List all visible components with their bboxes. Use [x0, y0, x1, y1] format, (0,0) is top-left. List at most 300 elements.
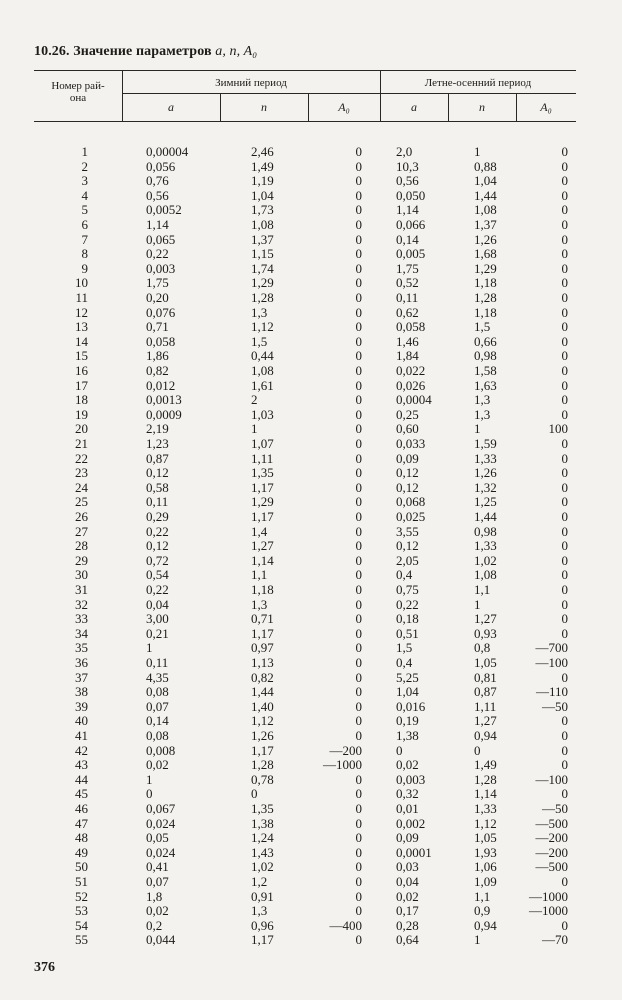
summer-a0-cell: 0: [561, 144, 568, 159]
summer-n-cell: 1,26: [474, 231, 497, 247]
summer-n-cell: 1,29: [474, 260, 497, 276]
summer-a-cell: 0,005: [396, 246, 426, 262]
table-row: [0, 932, 622, 947]
region-number-cell: 15: [75, 348, 88, 364]
winter-n-cell: 1,07: [251, 436, 274, 451]
table-row: [0, 816, 622, 831]
table-row: [0, 859, 622, 874]
winter-n-cell: 1,27: [251, 538, 274, 554]
winter-n-cell: 2: [251, 392, 258, 408]
winter-n-cell: 1,28: [251, 290, 274, 305]
winter-a0-cell: 0: [355, 509, 362, 524]
table-row: [0, 348, 622, 363]
winter-a0-cell: 0: [355, 669, 362, 685]
summer-n-cell: 1,5: [474, 319, 491, 335]
region-number-cell: 37: [75, 669, 88, 685]
winter-a0-cell: 0: [355, 187, 362, 203]
table-row: [0, 655, 622, 670]
winter-a0-cell: 0: [355, 348, 362, 364]
region-number-cell: 17: [75, 377, 88, 393]
summer-n-cell: 0,9: [474, 903, 491, 919]
winter-a-cell: 0,058: [146, 333, 176, 349]
winter-a0-cell: 0: [355, 275, 362, 291]
table-row: [0, 786, 622, 801]
winter-a0-cell: 0: [355, 859, 362, 875]
table-row: [0, 874, 622, 889]
summer-n-cell: 0,98: [474, 348, 497, 364]
region-number-cell: 26: [75, 509, 88, 524]
winter-n-cell: 1,3: [251, 304, 268, 320]
winter-a0-cell: 0: [355, 436, 362, 451]
summer-n-cell: 0,8: [474, 640, 491, 656]
winter-a-cell: 0,012: [146, 377, 176, 393]
winter-a0-cell: 0: [355, 333, 362, 349]
header-winter-n: n: [261, 100, 267, 114]
summer-a-cell: 0,51: [396, 625, 419, 641]
summer-a-cell: 0,003: [396, 771, 426, 787]
summer-a0-cell: 0: [561, 187, 568, 203]
winter-a-cell: 0,22: [146, 246, 169, 262]
winter-a0-cell: 0: [355, 377, 362, 393]
summer-a0-cell: —70: [542, 932, 568, 948]
summer-a-cell: 1,14: [396, 202, 419, 218]
region-number-cell: 16: [75, 363, 88, 378]
winter-a0-cell: 0: [355, 640, 362, 656]
table-row: [0, 830, 622, 845]
winter-n-cell: 1,35: [251, 465, 274, 481]
winter-n-cell: 2,46: [251, 144, 274, 159]
summer-n-cell: 0,81: [474, 669, 497, 685]
winter-n-cell: 1,2: [251, 874, 268, 889]
summer-a0-cell: —100: [535, 771, 568, 787]
region-number-cell: 54: [75, 917, 88, 933]
winter-n-cell: 1,38: [251, 815, 274, 831]
summer-a0-cell: 0: [561, 917, 568, 933]
winter-a0-cell: 0: [355, 713, 362, 729]
winter-a0-cell: 0: [355, 304, 362, 320]
summer-a0-cell: 0: [561, 436, 568, 451]
region-number-cell: 50: [75, 859, 88, 875]
winter-a0-cell: —1000: [323, 757, 362, 773]
summer-a-cell: 0,022: [396, 363, 426, 378]
summer-a0-cell: —700: [535, 640, 568, 656]
summer-n-cell: 1,37: [474, 217, 497, 232]
winter-a-cell: 0,0052: [146, 202, 182, 218]
winter-a-cell: 0,067: [146, 801, 176, 816]
region-number-cell: 29: [75, 552, 88, 568]
winter-n-cell: 1,02: [251, 859, 274, 875]
summer-a-cell: 1,5: [396, 640, 413, 656]
region-number-cell: 8: [81, 246, 88, 262]
winter-a0-cell: 0: [355, 611, 362, 627]
winter-n-cell: 1,4: [251, 523, 268, 539]
winter-n-cell: 1,24: [251, 830, 274, 846]
region-number-cell: 44: [75, 771, 88, 787]
winter-n-cell: 0,97: [251, 640, 274, 656]
summer-a0-cell: 100: [548, 421, 568, 437]
summer-a0-cell: 0: [561, 246, 568, 262]
winter-a-cell: 0,07: [146, 698, 169, 714]
summer-a-cell: 0,28: [396, 917, 419, 933]
summer-n-cell: 1: [474, 932, 481, 948]
winter-a0-cell: 0: [355, 698, 362, 714]
table-row: [0, 699, 622, 714]
region-number-cell: 21: [75, 436, 88, 451]
winter-n-cell: 1,12: [251, 319, 274, 335]
region-number-cell: 55: [75, 932, 88, 948]
winter-a0-cell: 0: [355, 319, 362, 335]
winter-a-cell: 0,14: [146, 713, 169, 729]
winter-a0-cell: 0: [355, 290, 362, 305]
region-number-cell: 5: [81, 202, 88, 218]
winter-n-cell: 1,03: [251, 406, 274, 422]
table-row: [0, 246, 622, 261]
region-number-cell: 35: [75, 640, 88, 656]
winter-n-cell: 1,73: [251, 202, 274, 218]
table-row: [0, 290, 622, 305]
summer-a0-cell: 0: [561, 552, 568, 568]
table-row: [0, 670, 622, 685]
winter-a0-cell: 0: [355, 406, 362, 422]
summer-n-cell: 1,32: [474, 479, 497, 495]
table-row: [0, 728, 622, 743]
summer-a-cell: 0,52: [396, 275, 419, 291]
summer-a0-cell: 0: [561, 363, 568, 378]
summer-n-cell: 1,3: [474, 392, 491, 408]
winter-a-cell: 1: [146, 640, 153, 656]
region-number-cell: 4: [81, 187, 88, 203]
summer-a0-cell: 0: [561, 757, 568, 773]
winter-a0-cell: 0: [355, 144, 362, 159]
winter-n-cell: 1,5: [251, 333, 268, 349]
winter-a-cell: 0,0009: [146, 406, 182, 422]
region-number-cell: 33: [75, 611, 88, 627]
summer-a-cell: 0,09: [396, 450, 419, 466]
winter-a-cell: 0,008: [146, 742, 176, 758]
summer-a0-cell: 0: [561, 465, 568, 481]
summer-n-cell: 1,1: [474, 888, 491, 904]
summer-a0-cell: —1000: [529, 903, 568, 919]
header-summer-a0: A₀: [540, 100, 552, 114]
winter-a-cell: 0,065: [146, 231, 176, 247]
summer-a-cell: 0,12: [396, 538, 419, 554]
header-winter: Зимний период: [215, 77, 287, 89]
winter-a-cell: 1,23: [146, 436, 169, 451]
summer-a-cell: 0,02: [396, 757, 419, 773]
winter-a-cell: 0,044: [146, 932, 176, 948]
table-row: [0, 363, 622, 378]
table-row: [0, 903, 622, 918]
summer-a-cell: 0,25: [396, 406, 419, 422]
summer-a0-cell: 0: [561, 392, 568, 408]
summer-n-cell: 1,12: [474, 815, 497, 831]
winter-a0-cell: 0: [355, 217, 362, 232]
winter-a0-cell: 0: [355, 582, 362, 597]
table-row: [0, 232, 622, 247]
winter-a-cell: 0,0013: [146, 392, 182, 408]
region-number-cell: 31: [75, 582, 88, 597]
winter-n-cell: 0,44: [251, 348, 274, 364]
winter-a0-cell: 0: [355, 363, 362, 378]
table-row: [0, 772, 622, 787]
winter-a0-cell: 0: [355, 392, 362, 408]
summer-a-cell: 0,4: [396, 567, 413, 583]
summer-n-cell: 1,44: [474, 187, 497, 203]
region-number-cell: 39: [75, 698, 88, 714]
winter-n-cell: 1,49: [251, 158, 274, 174]
winter-a-cell: 0,02: [146, 757, 169, 773]
winter-a0-cell: 0: [355, 523, 362, 539]
table-row: [0, 436, 622, 451]
summer-n-cell: 1,58: [474, 363, 497, 378]
winter-a0-cell: 0: [355, 728, 362, 743]
winter-a-cell: 0,05: [146, 830, 169, 846]
winter-n-cell: 1,61: [251, 377, 274, 393]
header-winter-a: a: [168, 100, 174, 114]
region-number-cell: 52: [75, 888, 88, 904]
table-row: [0, 626, 622, 641]
table-row: [0, 509, 622, 524]
table-row: [0, 757, 622, 772]
summer-a0-cell: —110: [535, 684, 568, 700]
winter-a-cell: 1,86: [146, 348, 169, 364]
winter-a-cell: 0,04: [146, 596, 169, 612]
winter-a-cell: 0,29: [146, 509, 169, 524]
winter-a-cell: 0,22: [146, 523, 169, 539]
summer-a0-cell: 0: [561, 713, 568, 729]
winter-n-cell: 1,19: [251, 173, 274, 189]
table-row: [0, 480, 622, 495]
summer-n-cell: 1,27: [474, 611, 497, 627]
summer-n-cell: 0,93: [474, 625, 497, 641]
winter-a0-cell: 0: [355, 903, 362, 919]
page-number: 376: [34, 960, 55, 975]
summer-n-cell: 1,14: [474, 786, 497, 802]
winter-n-cell: 1,11: [251, 450, 274, 466]
region-number-cell: 48: [75, 830, 88, 846]
region-number-cell: 27: [75, 523, 88, 539]
summer-n-cell: 1,27: [474, 713, 497, 729]
winter-a0-cell: 0: [355, 874, 362, 889]
summer-a-cell: 0,19: [396, 713, 419, 729]
winter-a-cell: 1,14: [146, 217, 169, 232]
winter-a-cell: 0,76: [146, 173, 169, 189]
region-number-cell: 51: [75, 874, 88, 889]
summer-a-cell: 0,002: [396, 815, 426, 831]
summer-n-cell: 1,63: [474, 377, 497, 393]
region-number-cell: 7: [81, 231, 88, 247]
summer-a-cell: 1,46: [396, 333, 419, 349]
region-number-cell: 25: [75, 494, 88, 510]
region-number-cell: 53: [75, 903, 88, 919]
table-title-vars: a, n, A₀: [215, 44, 258, 59]
summer-a0-cell: —500: [535, 859, 568, 875]
region-number-cell: 47: [75, 815, 88, 831]
summer-n-cell: 1,05: [474, 655, 497, 670]
winter-a0-cell: 0: [355, 158, 362, 174]
region-number-cell: 22: [75, 450, 88, 466]
table-row: [0, 494, 622, 509]
summer-n-cell: 1,28: [474, 290, 497, 305]
table-row: [0, 582, 622, 597]
winter-n-cell: 1,74: [251, 260, 274, 276]
header-summer: Летне-осенний период: [424, 77, 532, 89]
winter-n-cell: 1,17: [251, 479, 274, 495]
winter-a0-cell: 0: [355, 771, 362, 787]
summer-a-cell: 0: [396, 742, 403, 758]
winter-a-cell: 0,11: [146, 494, 169, 510]
summer-a-cell: 0,64: [396, 932, 419, 948]
region-number-cell: 11: [75, 290, 88, 305]
winter-n-cell: 1,40: [251, 698, 274, 714]
summer-a0-cell: 0: [561, 669, 568, 685]
summer-a-cell: 0,025: [396, 509, 426, 524]
summer-n-cell: 0,87: [474, 684, 497, 700]
summer-a-cell: 0,0001: [396, 844, 432, 860]
winter-n-cell: 1,17: [251, 742, 274, 758]
region-number-cell: 40: [75, 713, 88, 729]
region-number-cell: 10: [75, 275, 88, 291]
table-row: [0, 217, 622, 232]
summer-a-cell: 0,18: [396, 611, 419, 627]
winter-n-cell: 1,08: [251, 363, 274, 378]
summer-a-cell: 0,17: [396, 903, 419, 919]
table-row: [0, 538, 622, 553]
winter-a-cell: 0,11: [146, 655, 169, 670]
region-number-cell: 36: [75, 655, 88, 670]
table-row: [0, 173, 622, 188]
winter-a0-cell: 0: [355, 246, 362, 262]
table-row: [0, 202, 622, 217]
summer-a-cell: 0,32: [396, 786, 419, 802]
summer-a0-cell: —1000: [529, 888, 568, 904]
summer-n-cell: 1,09: [474, 874, 497, 889]
summer-a-cell: 0,12: [396, 479, 419, 495]
winter-a-cell: 1: [146, 771, 153, 787]
table-row: [0, 378, 622, 393]
table-title-text: 10.26. Значение параметров: [34, 44, 212, 59]
region-number-cell: 20: [75, 421, 88, 437]
summer-a-cell: 0,22: [396, 596, 419, 612]
summer-a0-cell: 0: [561, 202, 568, 218]
winter-a-cell: 0,71: [146, 319, 169, 335]
summer-n-cell: 1,1: [474, 582, 491, 597]
region-number-cell: 41: [75, 728, 88, 743]
summer-a-cell: 0,4: [396, 655, 413, 670]
winter-n-cell: 0,71: [251, 611, 274, 627]
winter-n-cell: 1,17: [251, 625, 274, 641]
winter-a-cell: 0,12: [146, 538, 169, 554]
winter-a-cell: 0,00004: [146, 144, 189, 159]
summer-n-cell: 1,33: [474, 450, 497, 466]
table-row: [0, 611, 622, 626]
winter-n-cell: 1,1: [251, 567, 268, 583]
region-number-cell: 2: [81, 158, 88, 174]
winter-a0-cell: 0: [355, 596, 362, 612]
winter-n-cell: 0: [251, 786, 258, 802]
summer-a-cell: 1,84: [396, 348, 419, 364]
table-row: [0, 334, 622, 349]
summer-a0-cell: 0: [561, 874, 568, 889]
winter-a0-cell: 0: [355, 786, 362, 802]
winter-a0-cell: —400: [329, 917, 362, 933]
table-top-rule: [34, 70, 576, 71]
table-row: [0, 275, 622, 290]
region-number-cell: 14: [75, 333, 88, 349]
summer-a0-cell: 0: [561, 538, 568, 554]
summer-n-cell: 1,08: [474, 202, 497, 218]
winter-a0-cell: 0: [355, 552, 362, 568]
header-bottom-rule: [34, 121, 576, 122]
summer-a0-cell: 0: [561, 377, 568, 393]
summer-a0-cell: 0: [561, 348, 568, 364]
summer-a0-cell: 0: [561, 406, 568, 422]
winter-a-cell: 3,00: [146, 611, 169, 627]
summer-a0-cell: 0: [561, 786, 568, 802]
region-number-cell: 49: [75, 844, 88, 860]
summer-a0-cell: 0: [561, 260, 568, 276]
summer-n-cell: 1,18: [474, 275, 497, 291]
summer-a0-cell: 0: [561, 450, 568, 466]
summer-a-cell: 0,03: [396, 859, 419, 875]
summer-n-cell: 1,33: [474, 538, 497, 554]
table-row: [0, 465, 622, 480]
winter-n-cell: 1: [251, 421, 258, 437]
table-row: [0, 597, 622, 612]
region-number-cell: 12: [75, 304, 88, 320]
winter-a-cell: 0,58: [146, 479, 169, 495]
summer-a-cell: 0,56: [396, 173, 419, 189]
summer-a-cell: 0,033: [396, 436, 426, 451]
winter-n-cell: 0,82: [251, 669, 274, 685]
winter-a0-cell: 0: [355, 655, 362, 670]
region-number-cell: 1: [81, 144, 88, 159]
winter-a-cell: 0,22: [146, 582, 169, 597]
table-row: [0, 392, 622, 407]
winter-n-cell: 1,28: [251, 757, 274, 773]
region-number-cell: 18: [75, 392, 88, 408]
winter-n-cell: 1,15: [251, 246, 274, 262]
summer-n-cell: 1,18: [474, 304, 497, 320]
winter-a0-cell: 0: [355, 684, 362, 700]
winter-n-cell: 1,37: [251, 231, 274, 247]
region-number-cell: 43: [75, 757, 88, 773]
winter-n-cell: 1,44: [251, 684, 274, 700]
region-number-cell: 9: [81, 260, 88, 276]
summer-n-cell: 1,05: [474, 830, 497, 846]
winter-a0-cell: 0: [355, 801, 362, 816]
table-row: [0, 845, 622, 860]
region-number-cell: 34: [75, 625, 88, 641]
winter-a0-cell: 0: [355, 932, 362, 948]
summer-n-cell: 1: [474, 144, 481, 159]
winter-a-cell: 0,2: [146, 917, 163, 933]
summer-a-cell: 0,11: [396, 290, 419, 305]
winter-n-cell: 0,91: [251, 888, 274, 904]
region-number-cell: 23: [75, 465, 88, 481]
region-number-cell: 3: [81, 173, 88, 189]
summer-a-cell: 1,04: [396, 684, 419, 700]
table-row: [0, 305, 622, 320]
summer-n-cell: 1,33: [474, 801, 497, 816]
table-row: [0, 524, 622, 539]
summer-a0-cell: 0: [561, 625, 568, 641]
summer-n-cell: 0: [474, 742, 481, 758]
region-number-cell: 46: [75, 801, 88, 816]
summer-a-cell: 0,12: [396, 465, 419, 481]
winter-a-cell: 0,024: [146, 844, 176, 860]
winter-n-cell: 1,17: [251, 509, 274, 524]
